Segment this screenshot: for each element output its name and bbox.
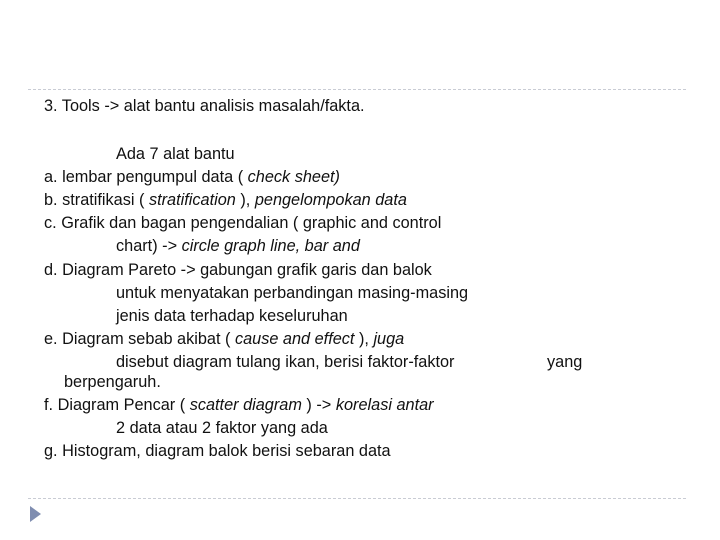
item-e-line2 (116, 351, 454, 373)
bottom-divider (28, 498, 686, 499)
item-c-text-2: chart) -> (116, 237, 182, 255)
item-f-text-2: 2 data atau 2 faktor yang ada (116, 419, 328, 437)
item-b-mid: ), (235, 191, 255, 209)
item-e-text-1: e. Diagram sebab akibat ( (44, 330, 235, 348)
item-d-text-1: d. Diagram Pareto -> gabungan grafik garis dan balok (44, 261, 432, 279)
heading-line (44, 95, 365, 117)
item-f-italic-2: korelasi antar (335, 396, 434, 414)
item-b-italic-2: pengelompokan data (254, 191, 407, 209)
item-e-line3 (64, 371, 161, 393)
item-d-line1 (44, 259, 432, 281)
item-e-text-2: disebut diagram tulang ikan, berisi faktor-faktor (116, 353, 455, 371)
item-g (44, 440, 391, 462)
item-d-text-2: untuk menyatakan perbandingan masing-masing (116, 284, 469, 302)
item-a-italic: check sheet) (247, 168, 340, 186)
next-arrow-icon[interactable] (30, 506, 41, 522)
item-e-text-3: berpengaruh. (64, 373, 161, 391)
item-f-mid: ) -> (301, 396, 336, 414)
item-f-line2 (116, 417, 328, 439)
item-g-text: g. Histogram, diagram balok berisi sebaran data (44, 442, 391, 460)
item-b-italic-1: stratification (148, 191, 236, 209)
item-a (44, 166, 340, 188)
item-d-text-3: jenis data terhadap keseluruhan (116, 307, 348, 325)
item-f-italic-1: scatter diagram (189, 396, 302, 414)
item-f-text-1: f. Diagram Pencar ( (44, 396, 190, 414)
item-c-italic: circle graph line, bar and (181, 237, 360, 255)
item-a-text: a. lembar pengumpul data ( (44, 168, 248, 186)
item-e-line1 (44, 328, 404, 350)
item-e-italic-2: juga (373, 330, 405, 348)
item-e-trailing-text: yang (547, 353, 583, 371)
item-e-mid: ), (354, 330, 374, 348)
item-c-line2 (116, 235, 360, 257)
item-b (44, 189, 407, 211)
item-e-italic-1: cause and effect (234, 330, 355, 348)
item-f-line1 (44, 394, 434, 416)
intro-line (116, 143, 235, 165)
heading-text: 3. Tools -> alat bantu analisis masalah/fakta. (44, 97, 365, 115)
item-e-trailing (547, 351, 582, 373)
top-divider (28, 89, 686, 90)
item-c-line1 (44, 212, 441, 234)
item-d-line2 (116, 282, 468, 304)
item-d-line3 (116, 305, 348, 327)
item-c-text-1: c. Grafik dan bagan pengendalian ( graphic and control (44, 214, 442, 232)
intro-text: Ada 7 alat bantu (116, 145, 235, 163)
item-b-text: b. stratifikasi ( (44, 191, 149, 209)
